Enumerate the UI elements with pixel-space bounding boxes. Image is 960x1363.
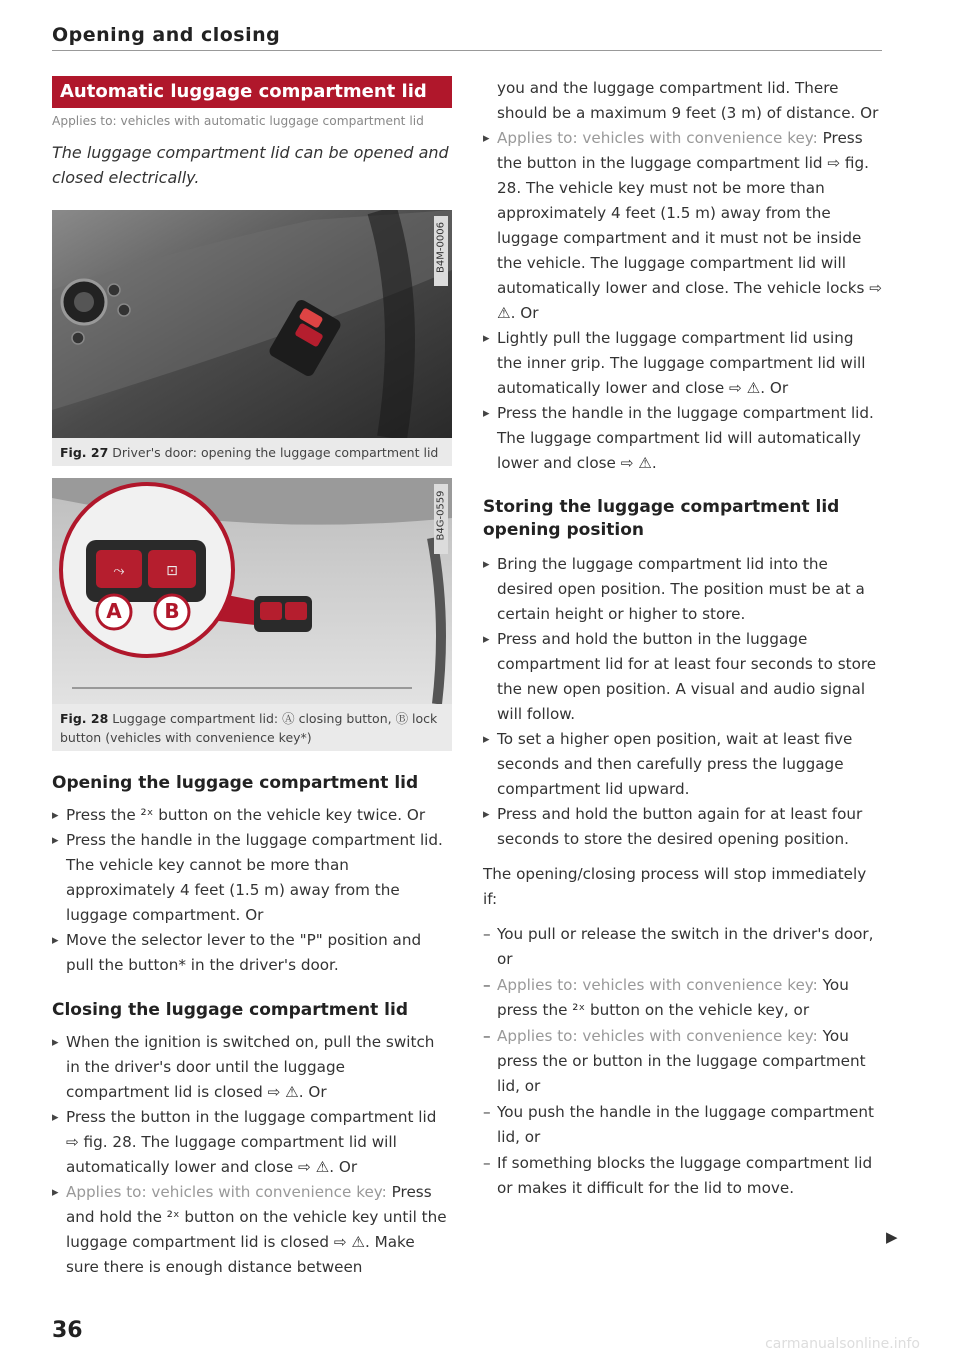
list-item: ▸ Press the handle in the luggage compartment lid. The luggage compartment lid will automatically lower and close ⇨ ⚠. — [483, 401, 883, 476]
intro-text: The luggage compartment lid can be opened and closed electrically. — [52, 143, 449, 187]
stop-intro: The opening/closing process will stop immediately if: — [483, 865, 867, 908]
list-item: ▸ Press the handle in the luggage compartment lid. The vehicle key cannot be more than approximately 4 feet (1.5 m) away from the luggage compartment. Or — [52, 828, 452, 928]
list-item: – You pull or release the switch in the driver's door, or — [483, 922, 883, 972]
list-item: ▸ Press the button in the luggage compartment lid ⇨ fig. 28. The luggage compartment lid will automatically lower and close ⇨ ⚠. Or — [52, 1105, 452, 1180]
figure-28-image — [52, 478, 452, 704]
figure-27-caption: Fig. 27 Driver's door: opening the luggage compartment lid — [60, 445, 439, 460]
applies-note: Applies to: vehicles with convenience key: — [497, 129, 818, 147]
heading-storing: Storing the luggage compartment lid opening position — [483, 497, 840, 540]
svg-text:⊡: ⊡ — [166, 563, 178, 579]
list-item: ▸ Applies to: vehicles with convenience key: Press and hold the ²ˣ button on the vehicle key until the luggage compartment lid is closed ⇨ ⚠. Make sure there is enough distance between — [52, 1180, 452, 1280]
page-number: 36 — [52, 1318, 83, 1343]
figure-27 — [52, 210, 452, 466]
list-item: ▸ To set a higher open position, wait at least five seconds and then carefully press the luggage compartment lid upward. — [483, 727, 883, 802]
continue-arrow-icon: ▶ — [886, 1228, 898, 1246]
svg-text:⤳: ⤳ — [113, 563, 125, 579]
right-steps — [483, 126, 883, 476]
left-column — [52, 76, 452, 1280]
callout-a-label: A — [106, 599, 122, 623]
list-item: ▸ Applies to: vehicles with convenience key: Press the button in the luggage compartment lid ⇨ fig. 28. The vehicle key must not be more than approximately 4 feet (1.5 m) away from the luggage compartment and it must not be inside the vehicle. The luggage compartment lid will automatically lower and close. The vehicle locks ⇨ ⚠. Or — [483, 126, 883, 326]
list-item: ▸ Move the selector lever to the "P" position and pull the button* in the driver's door. — [52, 928, 452, 978]
storing-steps — [483, 552, 883, 852]
section-title: Opening and closing — [52, 24, 281, 46]
closing-steps — [52, 1030, 452, 1280]
stop-conditions — [483, 922, 883, 1201]
figure-28-caption: Fig. 28 Luggage compartment lid: Ⓐ closing button, Ⓑ lock button (vehicles with convenience key*) — [60, 711, 438, 745]
list-item: – You push the handle in the luggage compartment lid, or — [483, 1100, 883, 1150]
applies-note: Applies to: vehicles with convenience key: — [66, 1183, 387, 1201]
header-divider — [52, 50, 882, 51]
opening-steps — [52, 803, 452, 978]
section-banner: Automatic luggage compartment lid — [52, 76, 452, 108]
list-item: – Applies to: vehicles with convenience key: You press the ²ˣ button on the vehicle key, or — [483, 973, 883, 1023]
list-item: ▸ Press and hold the button in the luggage compartment lid for at least four seconds to store the new open position. A visual and audio signal will follow. — [483, 627, 883, 727]
figure-label: Fig. 28 — [60, 711, 109, 726]
list-item: – Applies to: vehicles with convenience key: You press the or button in the luggage compartment lid, or — [483, 1024, 883, 1099]
list-item: ▸ When the ignition is switched on, pull the switch in the driver's door until the luggage compartment lid is closed ⇨ ⚠. Or — [52, 1030, 452, 1105]
applies-note: Applies to: vehicles with automatic luggage compartment lid — [52, 114, 424, 128]
door-panel-illustration — [52, 210, 452, 438]
list-item: – If something blocks the luggage compartment lid or makes it difficult for the lid to move. — [483, 1151, 883, 1201]
heading-opening: Opening the luggage compartment lid — [52, 773, 419, 793]
list-item: ▸ Lightly pull the luggage compartment lid using the inner grip. The luggage compartment lid will automatically lower and close ⇨ ⚠. Or — [483, 326, 883, 401]
applies-note: Applies to: vehicles with convenience key: — [497, 976, 818, 994]
figure-code: B4M-0006 — [434, 216, 448, 286]
figure-code: B4G-0559 — [434, 484, 448, 554]
list-item: ▸ Bring the luggage compartment lid into the desired open position. The position must be at a certain height or higher to store. — [483, 552, 883, 627]
list-item: ▸ Press and hold the button again for at least four seconds to store the desired opening position. — [483, 802, 883, 852]
right-column — [483, 76, 883, 1202]
continued-text: you and the luggage compartment lid. There should be a maximum 9 feet (3 m) of distance. Or — [497, 79, 879, 122]
luggage-lid-illustration — [52, 478, 452, 704]
figure-28 — [52, 478, 452, 751]
watermark: carmanualsonline.info — [765, 1336, 920, 1352]
heading-closing: Closing the luggage compartment lid — [52, 1000, 408, 1020]
callout-b-label: B — [164, 599, 180, 623]
page-header — [52, 24, 882, 46]
list-item: ▸ Press the ²ˣ button on the vehicle key twice. Or — [52, 803, 452, 828]
figure-label: Fig. 27 — [60, 445, 109, 460]
applies-note: Applies to: vehicles with convenience key: — [497, 1027, 818, 1045]
figure-27-image — [52, 210, 452, 438]
